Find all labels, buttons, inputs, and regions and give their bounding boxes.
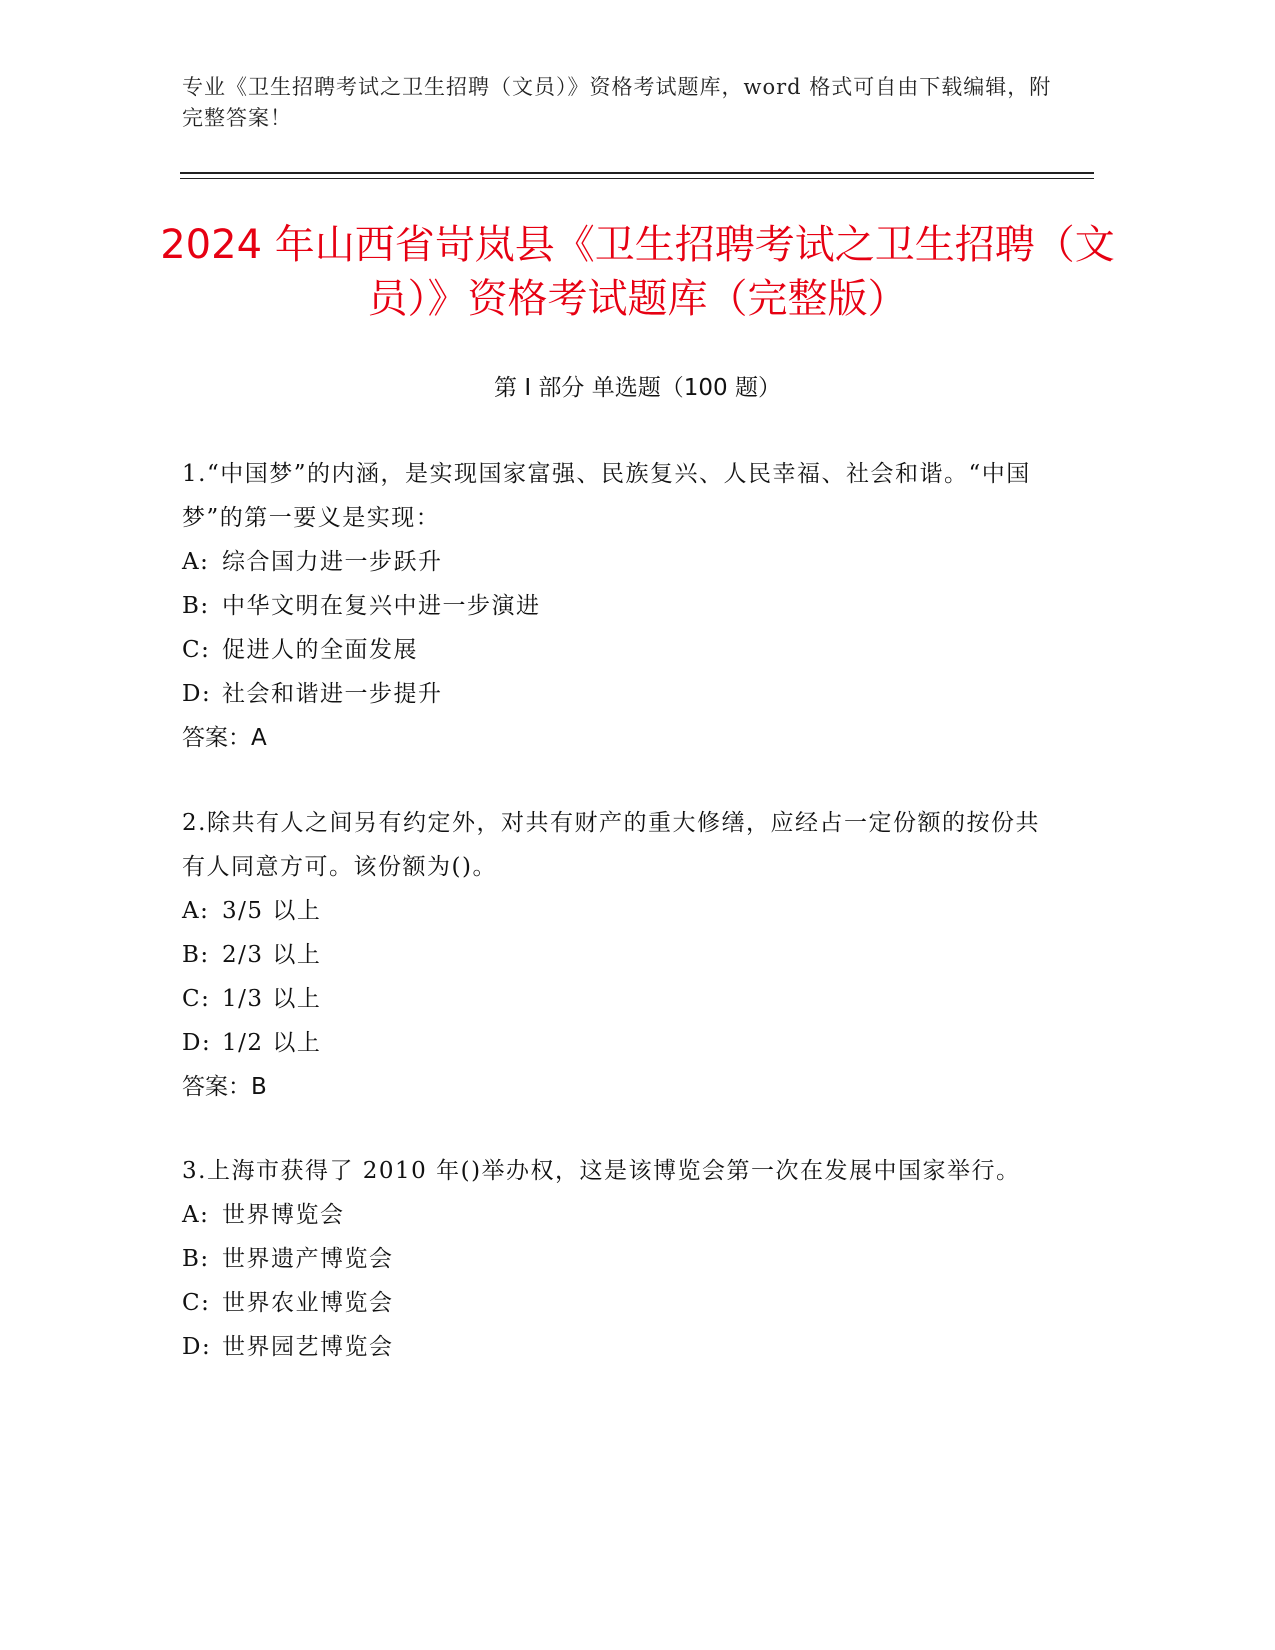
question-1 — [182, 452, 1042, 760]
option-text: 2/3 以上 — [222, 942, 322, 968]
option-letter: B: — [182, 942, 210, 968]
option-d — [182, 1325, 1042, 1369]
question-stem: 3.上海市获得了 2010 年()举办权，这是该博览会第一次在发展中国家举行。 — [182, 1158, 1021, 1184]
option-letter: C: — [182, 637, 211, 663]
question-2 — [182, 801, 1042, 1109]
option-letter: D: — [182, 681, 212, 707]
option-b — [182, 933, 1042, 977]
option-a — [182, 540, 1042, 584]
option-a — [182, 889, 1042, 933]
option-text: 3/5 以上 — [222, 898, 322, 924]
option-b — [182, 1237, 1042, 1281]
answer: 答案：B — [182, 1074, 267, 1100]
option-text: 1/3 以上 — [222, 986, 322, 1012]
option-letter: D: — [182, 1334, 212, 1360]
option-letter: A: — [182, 549, 210, 575]
option-letter: B: — [182, 1246, 210, 1272]
option-c — [182, 977, 1042, 1021]
option-text: 综合国力进一步跃升 — [222, 549, 443, 575]
option-letter: A: — [182, 1202, 210, 1228]
option-text: 世界遗产博览会 — [222, 1246, 394, 1272]
question-stem: 2.除共有人之间另有约定外，对共有财产的重大修缮，应经占一定份额的按份共有人同意方可。该份额为()。 — [182, 810, 1040, 880]
option-text: 社会和谐进一步提升 — [222, 681, 443, 707]
option-text: 世界园艺博览会 — [222, 1334, 394, 1360]
option-c — [182, 628, 1042, 672]
option-letter: C: — [182, 1290, 211, 1316]
option-b — [182, 584, 1042, 628]
header-divider-thick — [180, 172, 1094, 174]
document-title: 2024 年山西省岢岚县《卫生招聘考试之卫生招聘（文员）》资格考试题库（完整版） — [160, 222, 1115, 322]
section-heading: 第 I 部分 单选题（100 题） — [494, 375, 781, 401]
option-d — [182, 672, 1042, 716]
option-d — [182, 1021, 1042, 1065]
option-letter: D: — [182, 1030, 212, 1056]
option-text: 促进人的全面发展 — [222, 637, 418, 663]
option-c — [182, 1281, 1042, 1325]
option-text: 中华文明在复兴中进一步演进 — [222, 593, 541, 619]
header-divider-thin — [180, 178, 1094, 179]
option-text: 世界博览会 — [222, 1202, 345, 1228]
header-note: 专业《卫生招聘考试之卫生招聘（文员）》资格考试题库，word 格式可自由下载编辑，附完整答案！ — [182, 75, 1052, 130]
option-letter: C: — [182, 986, 211, 1012]
option-text: 世界农业博览会 — [222, 1290, 394, 1316]
question-stem: 1.“中国梦”的内涵，是实现国家富强、民族复兴、人民幸福、社会和谐。“中国梦”的第一要义是实现： — [182, 461, 1031, 531]
option-letter: B: — [182, 593, 210, 619]
answer: 答案：A — [182, 725, 267, 751]
question-3 — [182, 1149, 1042, 1369]
option-text: 1/2 以上 — [222, 1030, 322, 1056]
option-letter: A: — [182, 898, 210, 924]
option-a — [182, 1193, 1042, 1237]
